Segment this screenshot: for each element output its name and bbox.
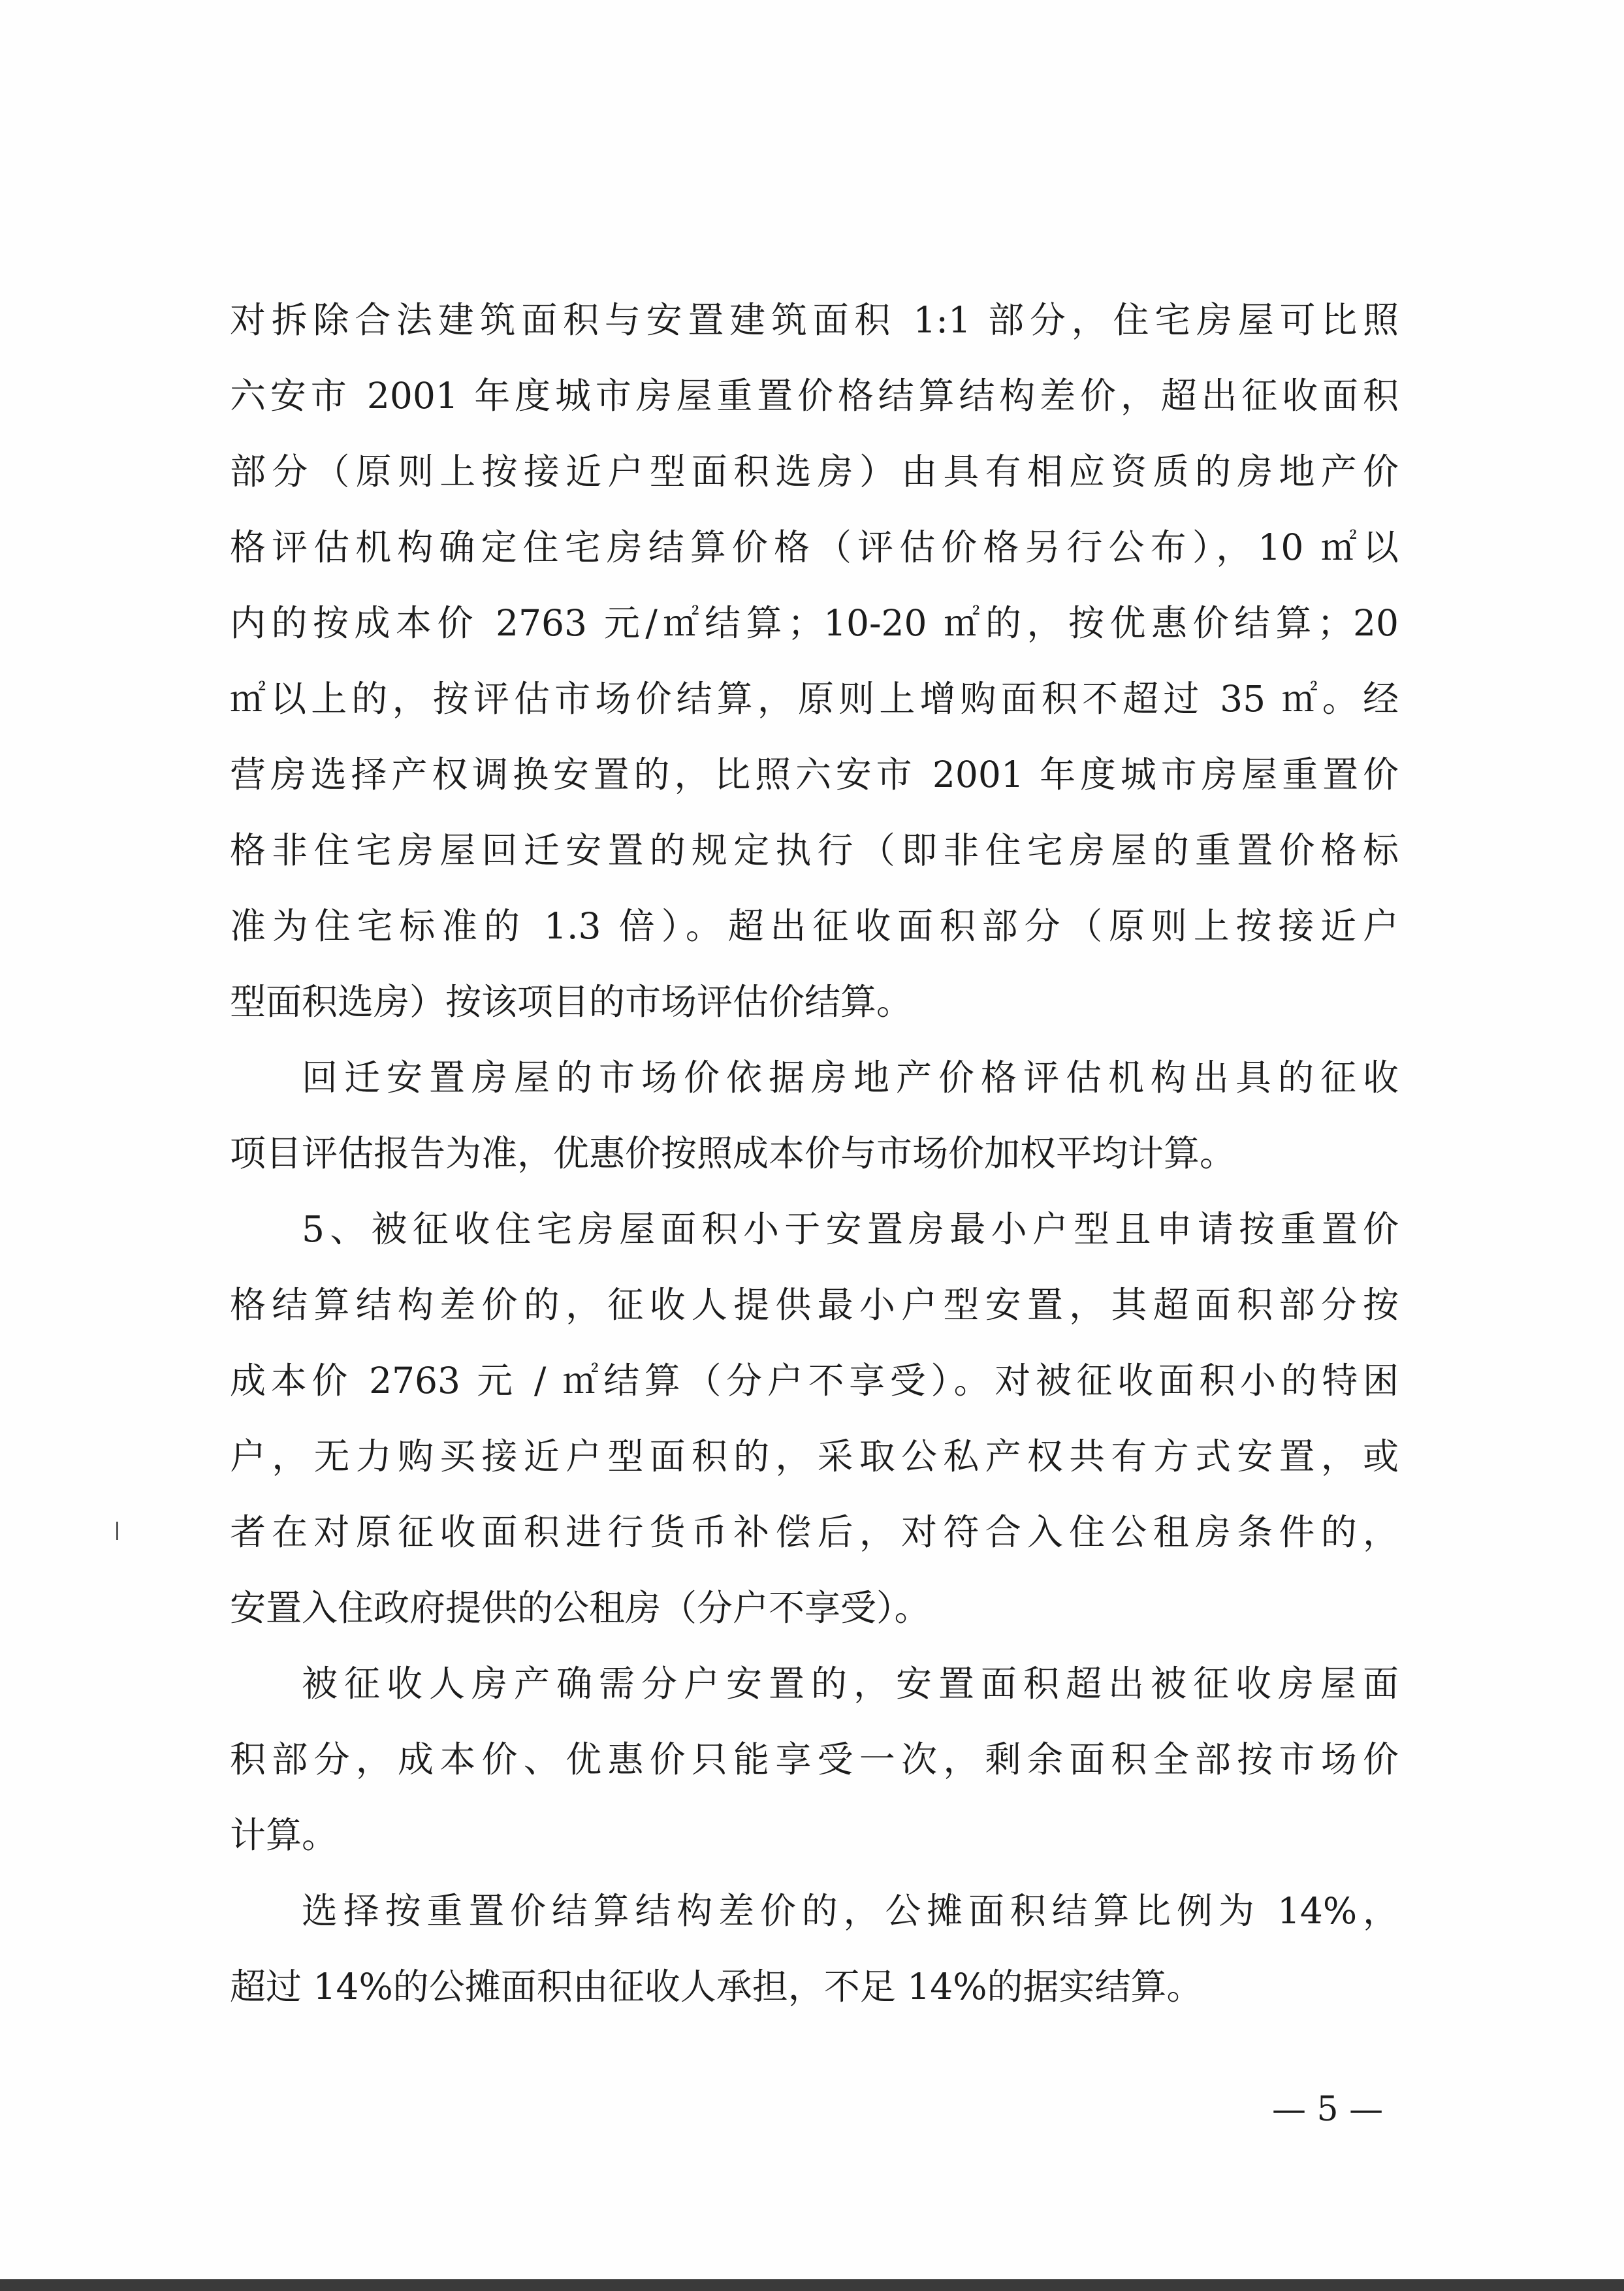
text-line: 格结算结构差价的，征收人提供最小户型安置，其超面积部分按 <box>230 1284 1399 1326</box>
text-line: 营房选择产权调换安置的，比照六安市 2001 年度城市房屋重置价 <box>230 754 1399 795</box>
scan-bottom-edge <box>0 2279 1624 2291</box>
text-line: 户，无力购买接近户型面积的，采取公私产权共有方式安置，或 <box>230 1435 1399 1477</box>
text-line: 超过 14%的公摊面积由征收人承担，不足 14%的据实结算。 <box>230 1966 1203 2008</box>
text-line: 项目评估报告为准，优惠价按照成本价与市场价加权平均计算。 <box>230 1132 1236 1174</box>
scan-artifact-mark <box>116 1522 118 1540</box>
text-line: 格评估机构确定住宅房结算价格（评估价格另行公布），10 ㎡以 <box>230 526 1399 568</box>
paragraph-start-line: 被征收人房产确需分户安置的，安置面积超出被征收房屋面 <box>302 1663 1399 1705</box>
paragraph-start-line: 回迁安置房屋的市场价依据房地产价格评估机构出具的征收 <box>302 1057 1399 1098</box>
text-line: 准为住宅标准的 1.3 倍）。超出征收面积部分（原则上按接近户 <box>230 905 1399 947</box>
text-line: 成本价 2763 元 / ㎡结算（分户不享受）。对被征收面积小的特困 <box>230 1360 1399 1402</box>
body-text <box>230 282 1399 2025</box>
text-line: 格非住宅房屋回迁安置的规定执行（即非住宅房屋的重置价格标 <box>230 829 1399 871</box>
text-line: 型面积选房）按该项目的市场评估价结算。 <box>230 981 913 1023</box>
text-line: 六安市 2001 年度城市房屋重置价格结算结构差价，超出征收面积 <box>230 375 1399 417</box>
text-line: 安置入住政府提供的公租房（分户不享受）。 <box>230 1587 931 1629</box>
text-line: 内的按成本价 2763 元/㎡结算；10-20 ㎡的，按优惠价结算；20 <box>230 602 1399 644</box>
paragraph-start-line: 选择按重置价结算结构差价的，公摊面积结算比例为 14%， <box>302 1890 1399 1932</box>
text-line: ㎡以上的，按评估市场价结算，原则上增购面积不超过 35 ㎡。经 <box>230 678 1399 720</box>
paragraph-start-line: 5、被征收住宅房屋面积小于安置房最小户型且申请按重置价 <box>302 1208 1399 1250</box>
text-line: 部分（原则上按接近户型面积选房）由具有相应资质的房地产价 <box>230 451 1399 492</box>
text-line: 积部分，成本价、优惠价只能享受一次，剩余面积全部按市场价 <box>230 1738 1399 1780</box>
page-number: — 5 — <box>1272 2090 1384 2129</box>
text-line: 对拆除合法建筑面积与安置建筑面积 1:1 部分，住宅房屋可比照 <box>230 299 1399 341</box>
text-line: 者在对原征收面积进行货币补偿后，对符合入住公租房条件的， <box>230 1511 1399 1553</box>
text-line: 计算。 <box>230 1814 338 1856</box>
